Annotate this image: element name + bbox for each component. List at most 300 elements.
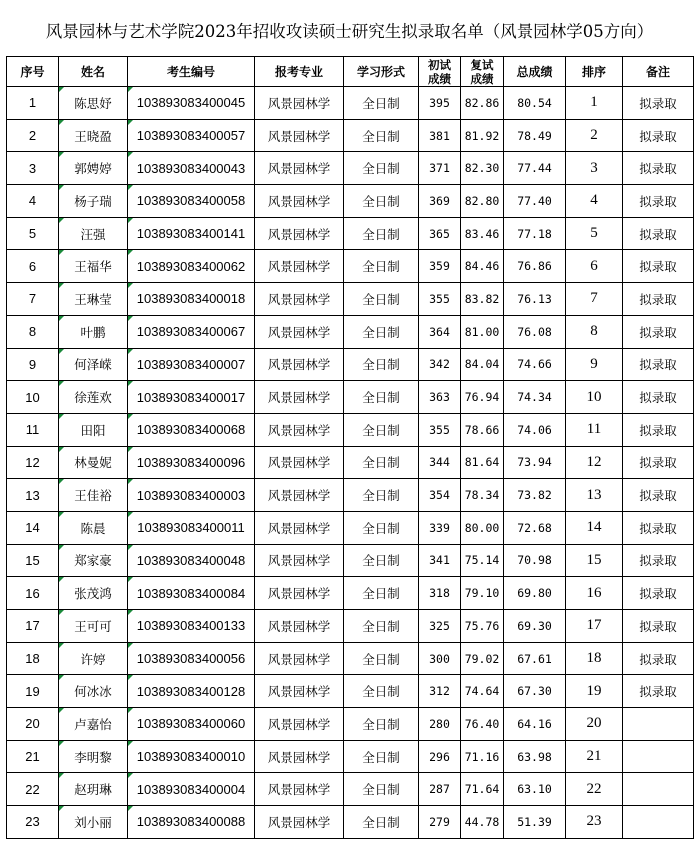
cell-candidate-id <box>128 348 255 381</box>
cell-retest-score-text: 79.02 <box>464 651 500 666</box>
cell-note-text: 拟录取 <box>639 586 677 602</box>
cell-comment-marker-icon <box>59 152 64 157</box>
cell-note-text: 拟录取 <box>639 259 677 275</box>
cell-total-score <box>504 511 566 544</box>
cell-study-mode <box>344 479 419 512</box>
header-rank: 排序 <box>566 57 623 87</box>
cell-note-text: 拟录取 <box>639 618 677 634</box>
cell-total-score <box>504 381 566 414</box>
cell-study-mode-text: 全日制 <box>362 553 400 569</box>
cell-seq-text: 9 <box>28 356 37 372</box>
cell-comment-marker-icon <box>59 479 64 484</box>
cell-note-text: 拟录取 <box>639 357 677 373</box>
cell-major-text: 风景园林学 <box>267 390 331 406</box>
cell-initial-score-text: 355 <box>429 291 450 306</box>
cell-comment-marker-icon <box>59 773 64 778</box>
cell-candidate-id-text: 103893083400060 <box>136 716 246 732</box>
cell-initial-score <box>419 413 461 446</box>
cell-study-mode-text: 全日制 <box>362 357 400 373</box>
cell-candidate-id <box>128 544 255 577</box>
cell-rank-text: 6 <box>590 257 598 274</box>
table-row <box>7 446 694 479</box>
cell-name <box>59 250 128 283</box>
header-initial-line1: 初试 <box>428 57 451 72</box>
cell-study-mode-text: 全日制 <box>362 455 400 471</box>
cell-note <box>623 413 694 446</box>
cell-study-mode-text: 全日制 <box>362 488 400 504</box>
cell-name-text: 许婷 <box>80 651 106 667</box>
cell-retest-score <box>461 315 504 348</box>
table-row <box>7 544 694 577</box>
cell-name <box>59 740 128 773</box>
cell-comment-marker-icon <box>128 218 133 223</box>
cell-rank <box>566 217 623 250</box>
cell-candidate-id-text: 103893083400007 <box>136 356 246 372</box>
cell-major <box>255 577 344 610</box>
cell-total-score-text: 80.54 <box>517 95 552 110</box>
cell-comment-marker-icon <box>128 349 133 354</box>
cell-comment-marker-icon <box>128 545 133 550</box>
cell-major-text: 风景园林学 <box>267 782 331 798</box>
cell-retest-score-text: 75.14 <box>464 553 500 568</box>
cell-note-text: 拟录取 <box>639 684 677 700</box>
cell-retest-score-text: 71.64 <box>464 782 500 797</box>
cell-comment-marker-icon <box>128 577 133 582</box>
cell-study-mode-text: 全日制 <box>362 520 400 536</box>
cell-seq <box>7 642 59 675</box>
cell-candidate-id-text: 103893083400088 <box>136 814 246 830</box>
cell-initial-score-text: 344 <box>429 455 450 470</box>
cell-seq-text: 4 <box>28 193 37 209</box>
admission-sheet <box>6 8 693 839</box>
header-note: 备注 <box>623 57 694 87</box>
cell-note <box>623 185 694 218</box>
cell-comment-marker-icon <box>128 185 133 190</box>
cell-note <box>623 511 694 544</box>
cell-seq <box>7 315 59 348</box>
cell-major <box>255 511 344 544</box>
cell-rank-text: 21 <box>586 748 602 765</box>
cell-candidate-id <box>128 185 255 218</box>
cell-candidate-id <box>128 413 255 446</box>
cell-rank-text: 18 <box>586 650 602 667</box>
cell-study-mode <box>344 185 419 218</box>
cell-comment-marker-icon <box>59 577 64 582</box>
cell-initial-score <box>419 610 461 643</box>
cell-study-mode <box>344 610 419 643</box>
cell-name-text: 何冰冰 <box>74 684 112 700</box>
cell-total-score-text: 77.44 <box>517 161 552 176</box>
cell-study-mode <box>344 675 419 708</box>
cell-rank-text: 15 <box>586 551 602 568</box>
cell-seq <box>7 544 59 577</box>
cell-name-text: 王佳裕 <box>74 488 112 504</box>
cell-major-text: 风景园林学 <box>267 226 331 242</box>
cell-seq-text: 17 <box>25 618 40 634</box>
cell-retest-score <box>461 740 504 773</box>
cell-rank <box>566 675 623 708</box>
cell-major-text: 风景园林学 <box>267 749 331 765</box>
cell-major-text: 风景园林学 <box>267 651 331 667</box>
cell-comment-marker-icon <box>59 545 64 550</box>
table-row <box>7 708 694 741</box>
cell-name <box>59 119 128 152</box>
cell-total-score-text: 73.82 <box>517 488 552 503</box>
cell-rank-text: 2 <box>590 127 598 144</box>
cell-name <box>59 511 128 544</box>
cell-name-text: 杨子瑞 <box>74 193 112 209</box>
header-name: 姓名 <box>59 57 128 87</box>
cell-name <box>59 675 128 708</box>
cell-retest-score <box>461 642 504 675</box>
cell-total-score <box>504 806 566 839</box>
cell-name <box>59 185 128 218</box>
cell-total-score <box>504 773 566 806</box>
cell-comment-marker-icon <box>59 708 64 713</box>
cell-seq-text: 8 <box>28 324 37 340</box>
cell-major <box>255 708 344 741</box>
cell-total-score-text: 74.06 <box>517 422 552 437</box>
cell-note <box>623 675 694 708</box>
cell-rank <box>566 773 623 806</box>
cell-major-text: 风景园林学 <box>267 586 331 602</box>
cell-major-text: 风景园林学 <box>267 488 331 504</box>
cell-retest-score <box>461 348 504 381</box>
cell-candidate-id-text: 103893083400141 <box>136 226 246 242</box>
cell-note-text: 拟录取 <box>639 488 677 504</box>
cell-comment-marker-icon <box>59 316 64 321</box>
cell-major <box>255 348 344 381</box>
cell-major <box>255 250 344 283</box>
cell-study-mode <box>344 544 419 577</box>
cell-comment-marker-icon <box>59 349 64 354</box>
cell-initial-score <box>419 675 461 708</box>
cell-retest-score-text: 83.82 <box>464 291 500 306</box>
cell-retest-score <box>461 708 504 741</box>
cell-total-score <box>504 283 566 316</box>
cell-total-score <box>504 708 566 741</box>
cell-name <box>59 544 128 577</box>
cell-major <box>255 773 344 806</box>
cell-comment-marker-icon <box>59 250 64 255</box>
cell-seq-text: 15 <box>25 552 40 568</box>
cell-rank <box>566 152 623 185</box>
cell-study-mode <box>344 708 419 741</box>
table-row <box>7 610 694 643</box>
cell-initial-score <box>419 283 461 316</box>
cell-note-text: 拟录取 <box>639 226 677 242</box>
cell-rank-text: 22 <box>586 780 602 797</box>
cell-retest-score-text: 75.76 <box>464 618 500 633</box>
table-row <box>7 381 694 414</box>
cell-comment-marker-icon <box>128 741 133 746</box>
cell-note <box>623 740 694 773</box>
cell-seq <box>7 708 59 741</box>
cell-comment-marker-icon <box>128 512 133 517</box>
cell-total-score-text: 51.39 <box>517 814 552 829</box>
cell-major <box>255 642 344 675</box>
cell-initial-score <box>419 806 461 839</box>
cell-name-text: 王琳莹 <box>74 291 112 307</box>
cell-rank <box>566 185 623 218</box>
cell-candidate-id-text: 103893083400062 <box>136 258 246 274</box>
cell-study-mode-text: 全日制 <box>362 749 400 765</box>
cell-initial-score <box>419 642 461 675</box>
cell-name <box>59 806 128 839</box>
cell-rank-text: 16 <box>586 584 602 601</box>
cell-study-mode <box>344 217 419 250</box>
cell-seq-text: 18 <box>25 651 40 667</box>
cell-comment-marker-icon <box>128 414 133 419</box>
cell-name-text: 郑家豪 <box>74 553 112 569</box>
cell-initial-score-text: 300 <box>429 651 450 666</box>
table-row <box>7 511 694 544</box>
cell-note-text: 拟录取 <box>639 455 677 471</box>
cell-retest-score <box>461 283 504 316</box>
cell-initial-score <box>419 152 461 185</box>
cell-retest-score-text: 76.40 <box>464 716 500 731</box>
cell-study-mode <box>344 511 419 544</box>
cell-seq <box>7 87 59 120</box>
cell-study-mode-text: 全日制 <box>362 618 400 634</box>
table-row <box>7 642 694 675</box>
cell-major <box>255 610 344 643</box>
cell-rank <box>566 511 623 544</box>
cell-comment-marker-icon <box>128 316 133 321</box>
cell-retest-score <box>461 87 504 120</box>
cell-name-text: 陈晨 <box>80 520 106 536</box>
cell-study-mode <box>344 642 419 675</box>
cell-study-mode <box>344 315 419 348</box>
table-body <box>7 87 694 839</box>
cell-candidate-id <box>128 381 255 414</box>
cell-note <box>623 87 694 120</box>
cell-initial-score-text: 359 <box>429 259 450 274</box>
cell-comment-marker-icon <box>59 447 64 452</box>
cell-name <box>59 283 128 316</box>
table-row <box>7 283 694 316</box>
header-retest-line2: 成绩 <box>470 71 494 86</box>
table-row <box>7 348 694 381</box>
cell-study-mode <box>344 283 419 316</box>
cell-name-text: 刘小丽 <box>74 814 112 830</box>
cell-total-score-text: 67.30 <box>517 684 552 699</box>
cell-seq <box>7 413 59 446</box>
table-row <box>7 413 694 446</box>
cell-comment-marker-icon <box>59 741 64 746</box>
cell-total-score-text: 76.86 <box>517 259 552 274</box>
cell-candidate-id-text: 103893083400003 <box>136 487 246 503</box>
cell-comment-marker-icon <box>128 675 133 680</box>
cell-candidate-id <box>128 479 255 512</box>
cell-rank-text: 14 <box>586 519 602 536</box>
cell-rank <box>566 119 623 152</box>
cell-comment-marker-icon <box>59 283 64 288</box>
cell-total-score <box>504 675 566 708</box>
cell-candidate-id <box>128 642 255 675</box>
table-row <box>7 185 694 218</box>
cell-major-text: 风景园林学 <box>267 814 331 830</box>
cell-seq-text: 19 <box>25 683 40 699</box>
cell-seq-text: 7 <box>28 291 37 307</box>
cell-initial-score <box>419 348 461 381</box>
cell-candidate-id <box>128 577 255 610</box>
table-row <box>7 152 694 185</box>
cell-study-mode <box>344 87 419 120</box>
cell-retest-score <box>461 217 504 250</box>
cell-rank <box>566 413 623 446</box>
cell-candidate-id <box>128 773 255 806</box>
cell-candidate-id <box>128 250 255 283</box>
cell-name-text: 汪强 <box>80 226 106 242</box>
cell-seq <box>7 119 59 152</box>
cell-retest-score-text: 74.64 <box>464 684 500 699</box>
cell-comment-marker-icon <box>128 87 133 92</box>
cell-initial-score <box>419 577 461 610</box>
cell-seq-text: 12 <box>25 454 40 470</box>
cell-total-score <box>504 315 566 348</box>
cell-candidate-id-text: 103893083400084 <box>136 585 246 601</box>
cell-total-score <box>504 217 566 250</box>
cell-seq <box>7 381 59 414</box>
cell-rank <box>566 806 623 839</box>
cell-name <box>59 315 128 348</box>
cell-name-text: 叶鹏 <box>80 324 106 340</box>
cell-study-mode <box>344 806 419 839</box>
cell-candidate-id-text: 103893083400056 <box>136 651 246 667</box>
cell-major <box>255 217 344 250</box>
cell-retest-score <box>461 544 504 577</box>
cell-note-text: 拟录取 <box>639 553 677 569</box>
cell-comment-marker-icon <box>128 283 133 288</box>
cell-candidate-id-text: 103893083400010 <box>136 749 246 765</box>
cell-name <box>59 413 128 446</box>
cell-retest-score-text: 81.00 <box>464 324 500 339</box>
cell-initial-score-text: 296 <box>429 749 450 764</box>
cell-study-mode-text: 全日制 <box>362 128 400 144</box>
cell-seq-text: 23 <box>25 814 40 830</box>
document-title: 风景园林与艺术学院2023年招收攻读硕士研究生拟录取名单（风景园林学05方向） <box>45 22 654 41</box>
cell-initial-score-text: 369 <box>429 193 450 208</box>
cell-seq <box>7 675 59 708</box>
cell-rank <box>566 740 623 773</box>
cell-retest-score-text: 82.86 <box>464 95 500 110</box>
cell-rank <box>566 381 623 414</box>
cell-total-score-text: 77.40 <box>517 193 552 208</box>
cell-total-score <box>504 740 566 773</box>
cell-candidate-id-text: 103893083400011 <box>137 520 245 536</box>
cell-major <box>255 87 344 120</box>
table-row <box>7 479 694 512</box>
cell-initial-score <box>419 315 461 348</box>
cell-candidate-id-text: 103893083400067 <box>136 324 246 340</box>
cell-note-text: 拟录取 <box>639 651 677 667</box>
cell-name <box>59 87 128 120</box>
cell-major-text: 风景园林学 <box>267 455 331 471</box>
cell-major <box>255 152 344 185</box>
cell-total-score <box>504 152 566 185</box>
cell-major <box>255 413 344 446</box>
cell-name-text: 赵玥琳 <box>74 782 112 798</box>
cell-name <box>59 152 128 185</box>
cell-major <box>255 740 344 773</box>
cell-note-text: 拟录取 <box>639 324 677 340</box>
cell-initial-score <box>419 446 461 479</box>
cell-retest-score <box>461 806 504 839</box>
table-row <box>7 315 694 348</box>
cell-retest-score <box>461 610 504 643</box>
cell-retest-score-text: 76.94 <box>464 390 500 405</box>
cell-candidate-id-text: 103893083400058 <box>136 193 246 209</box>
cell-total-score <box>504 413 566 446</box>
cell-retest-score <box>461 381 504 414</box>
cell-initial-score-text: 355 <box>429 422 450 437</box>
cell-rank <box>566 544 623 577</box>
cell-major-text: 风景园林学 <box>267 357 331 373</box>
cell-initial-score-text: 365 <box>429 226 450 241</box>
cell-total-score <box>504 119 566 152</box>
cell-comment-marker-icon <box>59 675 64 680</box>
cell-note <box>623 544 694 577</box>
cell-initial-score <box>419 119 461 152</box>
cell-retest-score-text: 78.34 <box>464 488 500 503</box>
cell-total-score-text: 69.80 <box>517 586 552 601</box>
cell-total-score-text: 63.98 <box>517 749 552 764</box>
cell-study-mode-text: 全日制 <box>362 651 400 667</box>
cell-study-mode-text: 全日制 <box>362 782 400 798</box>
cell-rank <box>566 610 623 643</box>
cell-candidate-id-text: 103893083400128 <box>136 683 246 699</box>
cell-major <box>255 315 344 348</box>
cell-retest-score <box>461 479 504 512</box>
cell-rank-text: 17 <box>586 617 602 634</box>
cell-major <box>255 806 344 839</box>
cell-seq <box>7 511 59 544</box>
cell-major-text: 风景园林学 <box>267 716 331 732</box>
cell-retest-score <box>461 413 504 446</box>
cell-rank <box>566 283 623 316</box>
cell-rank-text: 20 <box>586 715 602 732</box>
cell-initial-score-text: 381 <box>429 128 450 143</box>
cell-candidate-id <box>128 446 255 479</box>
cell-study-mode-text: 全日制 <box>362 684 400 700</box>
cell-major-text: 风景园林学 <box>267 684 331 700</box>
cell-name <box>59 773 128 806</box>
cell-study-mode-text: 全日制 <box>362 193 400 209</box>
cell-comment-marker-icon <box>59 806 64 811</box>
cell-note <box>623 348 694 381</box>
cell-retest-score-text: 84.46 <box>464 259 500 274</box>
cell-name-text: 张茂鸿 <box>74 586 112 602</box>
cell-retest-score-text: 84.04 <box>464 357 500 372</box>
cell-major-text: 风景园林学 <box>267 128 331 144</box>
cell-seq <box>7 185 59 218</box>
cell-note-text: 拟录取 <box>639 390 677 406</box>
cell-note-text: 拟录取 <box>639 520 677 536</box>
cell-rank <box>566 87 623 120</box>
cell-name-text: 何泽嵘 <box>74 357 112 373</box>
cell-candidate-id <box>128 675 255 708</box>
header-initial-line2: 成绩 <box>428 71 451 86</box>
cell-rank <box>566 479 623 512</box>
cell-initial-score <box>419 87 461 120</box>
cell-initial-score-text: 371 <box>429 161 450 176</box>
cell-retest-score-text: 80.00 <box>464 520 500 535</box>
cell-note-text: 拟录取 <box>639 95 677 111</box>
table-row <box>7 119 694 152</box>
cell-study-mode-text: 全日制 <box>362 716 400 732</box>
cell-major <box>255 381 344 414</box>
